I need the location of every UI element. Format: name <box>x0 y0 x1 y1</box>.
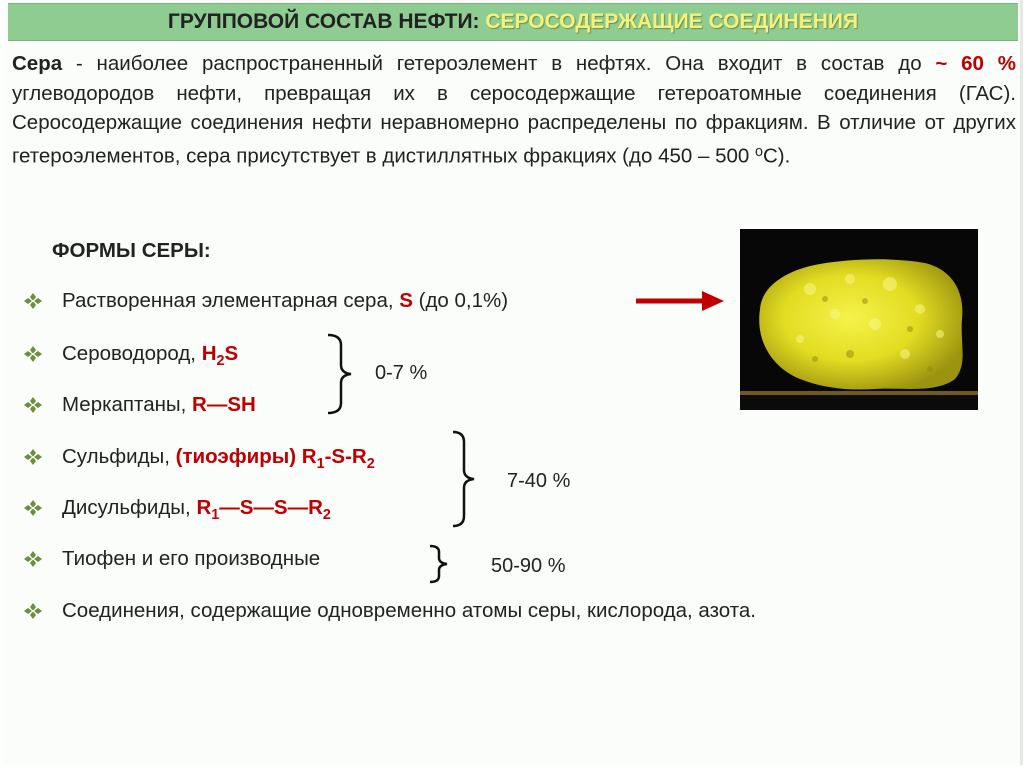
intro-text-2: углеводородов нефти, превращая их в серосодержащие гетероатомные соединения (ГАС). Серосодержащие соединения нефти неравномерно распределены по фракциям. В отличие от других гетероэлементов, сера присутствует в дистиллятных фракциях (до 450 – 500 <box>12 81 1016 167</box>
diamond-bullet-icon <box>24 602 62 621</box>
intro-text-3: С). <box>762 143 791 167</box>
formula-subscript: 1 <box>211 507 220 524</box>
formula-rsh: R—SH <box>192 393 256 416</box>
formula-subscript: 2 <box>216 353 225 370</box>
item-text: Дисульфиды, <box>62 496 197 519</box>
item-text: Соединения, содержащие одновременно атомы серы, кислорода, азота. <box>62 599 756 622</box>
formula-part: (тиоэфиры) <box>175 445 302 468</box>
formula-sulfide <box>175 445 375 473</box>
formula-subscript: 1 <box>316 456 325 473</box>
sulfur-symbol: S <box>399 289 413 312</box>
slide <box>2 0 1020 765</box>
list-item-dissolved-sulfur <box>24 289 508 313</box>
right-arrow-icon <box>634 288 726 314</box>
formula-part: —S—S— <box>219 496 309 519</box>
degree-superscript: o <box>754 143 763 160</box>
formula-subscript: 2 <box>322 507 331 524</box>
item-text: Растворенная элементарная сера, <box>62 289 400 312</box>
forms-heading: ФОРМЫ СЕРЫ: <box>52 239 211 262</box>
formula-disulfide <box>196 496 331 524</box>
item-text: Тиофен и его производные <box>62 547 321 570</box>
list-item-sulfides <box>24 445 375 472</box>
formula-part: R <box>196 496 212 519</box>
list-item-disulfides <box>24 496 331 523</box>
formula-part: H <box>201 342 217 365</box>
range-label-50-90: 50-90 % <box>491 555 566 577</box>
formula-part: R <box>301 445 317 468</box>
formula-subscript: 2 <box>366 456 375 473</box>
item-text: Сульфиды, <box>62 445 176 468</box>
item-text: Сероводород, <box>62 342 202 365</box>
diamond-bullet-icon <box>24 448 62 467</box>
formula-part: R <box>308 496 323 519</box>
list-item-hydrogen-sulfide <box>24 342 238 369</box>
formula-h2s <box>201 342 239 370</box>
page-title: ГРУППОВОЙ СОСТАВ НЕФТИ: <box>167 10 486 33</box>
diamond-bullet-icon <box>24 396 62 415</box>
right-brace-icon <box>427 544 455 584</box>
list-item-compounds <box>24 599 756 623</box>
intro-text-1: - наиболее распространенный гетероэлемент в нефтях. Она входит в состав до <box>62 52 936 75</box>
item-text: Меркаптаны, <box>62 393 193 416</box>
right-brace-icon <box>325 333 361 415</box>
right-brace-icon <box>450 430 486 528</box>
range-label-0-7: 0-7 % <box>375 362 428 384</box>
sulfur-sample-photo <box>740 229 978 410</box>
formula-part: -S- <box>324 445 352 468</box>
item-note: (до 0,1%) <box>412 289 509 312</box>
diamond-bullet-icon <box>24 345 62 364</box>
list-item-mercaptans <box>24 393 256 417</box>
diamond-bullet-icon <box>24 499 62 518</box>
page-title-accent: СЕРОСОДЕРЖАЩИЕ СОЕДИНЕНИЯ <box>485 10 859 33</box>
formula-part: R <box>351 445 367 468</box>
sulfur-term: Сера <box>12 52 63 75</box>
range-label-7-40: 7-40 % <box>507 470 571 492</box>
percent-highlight: ~ 60 % <box>935 52 1016 75</box>
diamond-bullet-icon <box>24 550 62 569</box>
diamond-bullet-icon <box>24 292 62 311</box>
title-bar <box>8 3 1018 41</box>
formula-part: S <box>224 342 239 365</box>
list-item-thiophene <box>24 547 320 571</box>
intro-paragraph <box>12 49 1016 170</box>
